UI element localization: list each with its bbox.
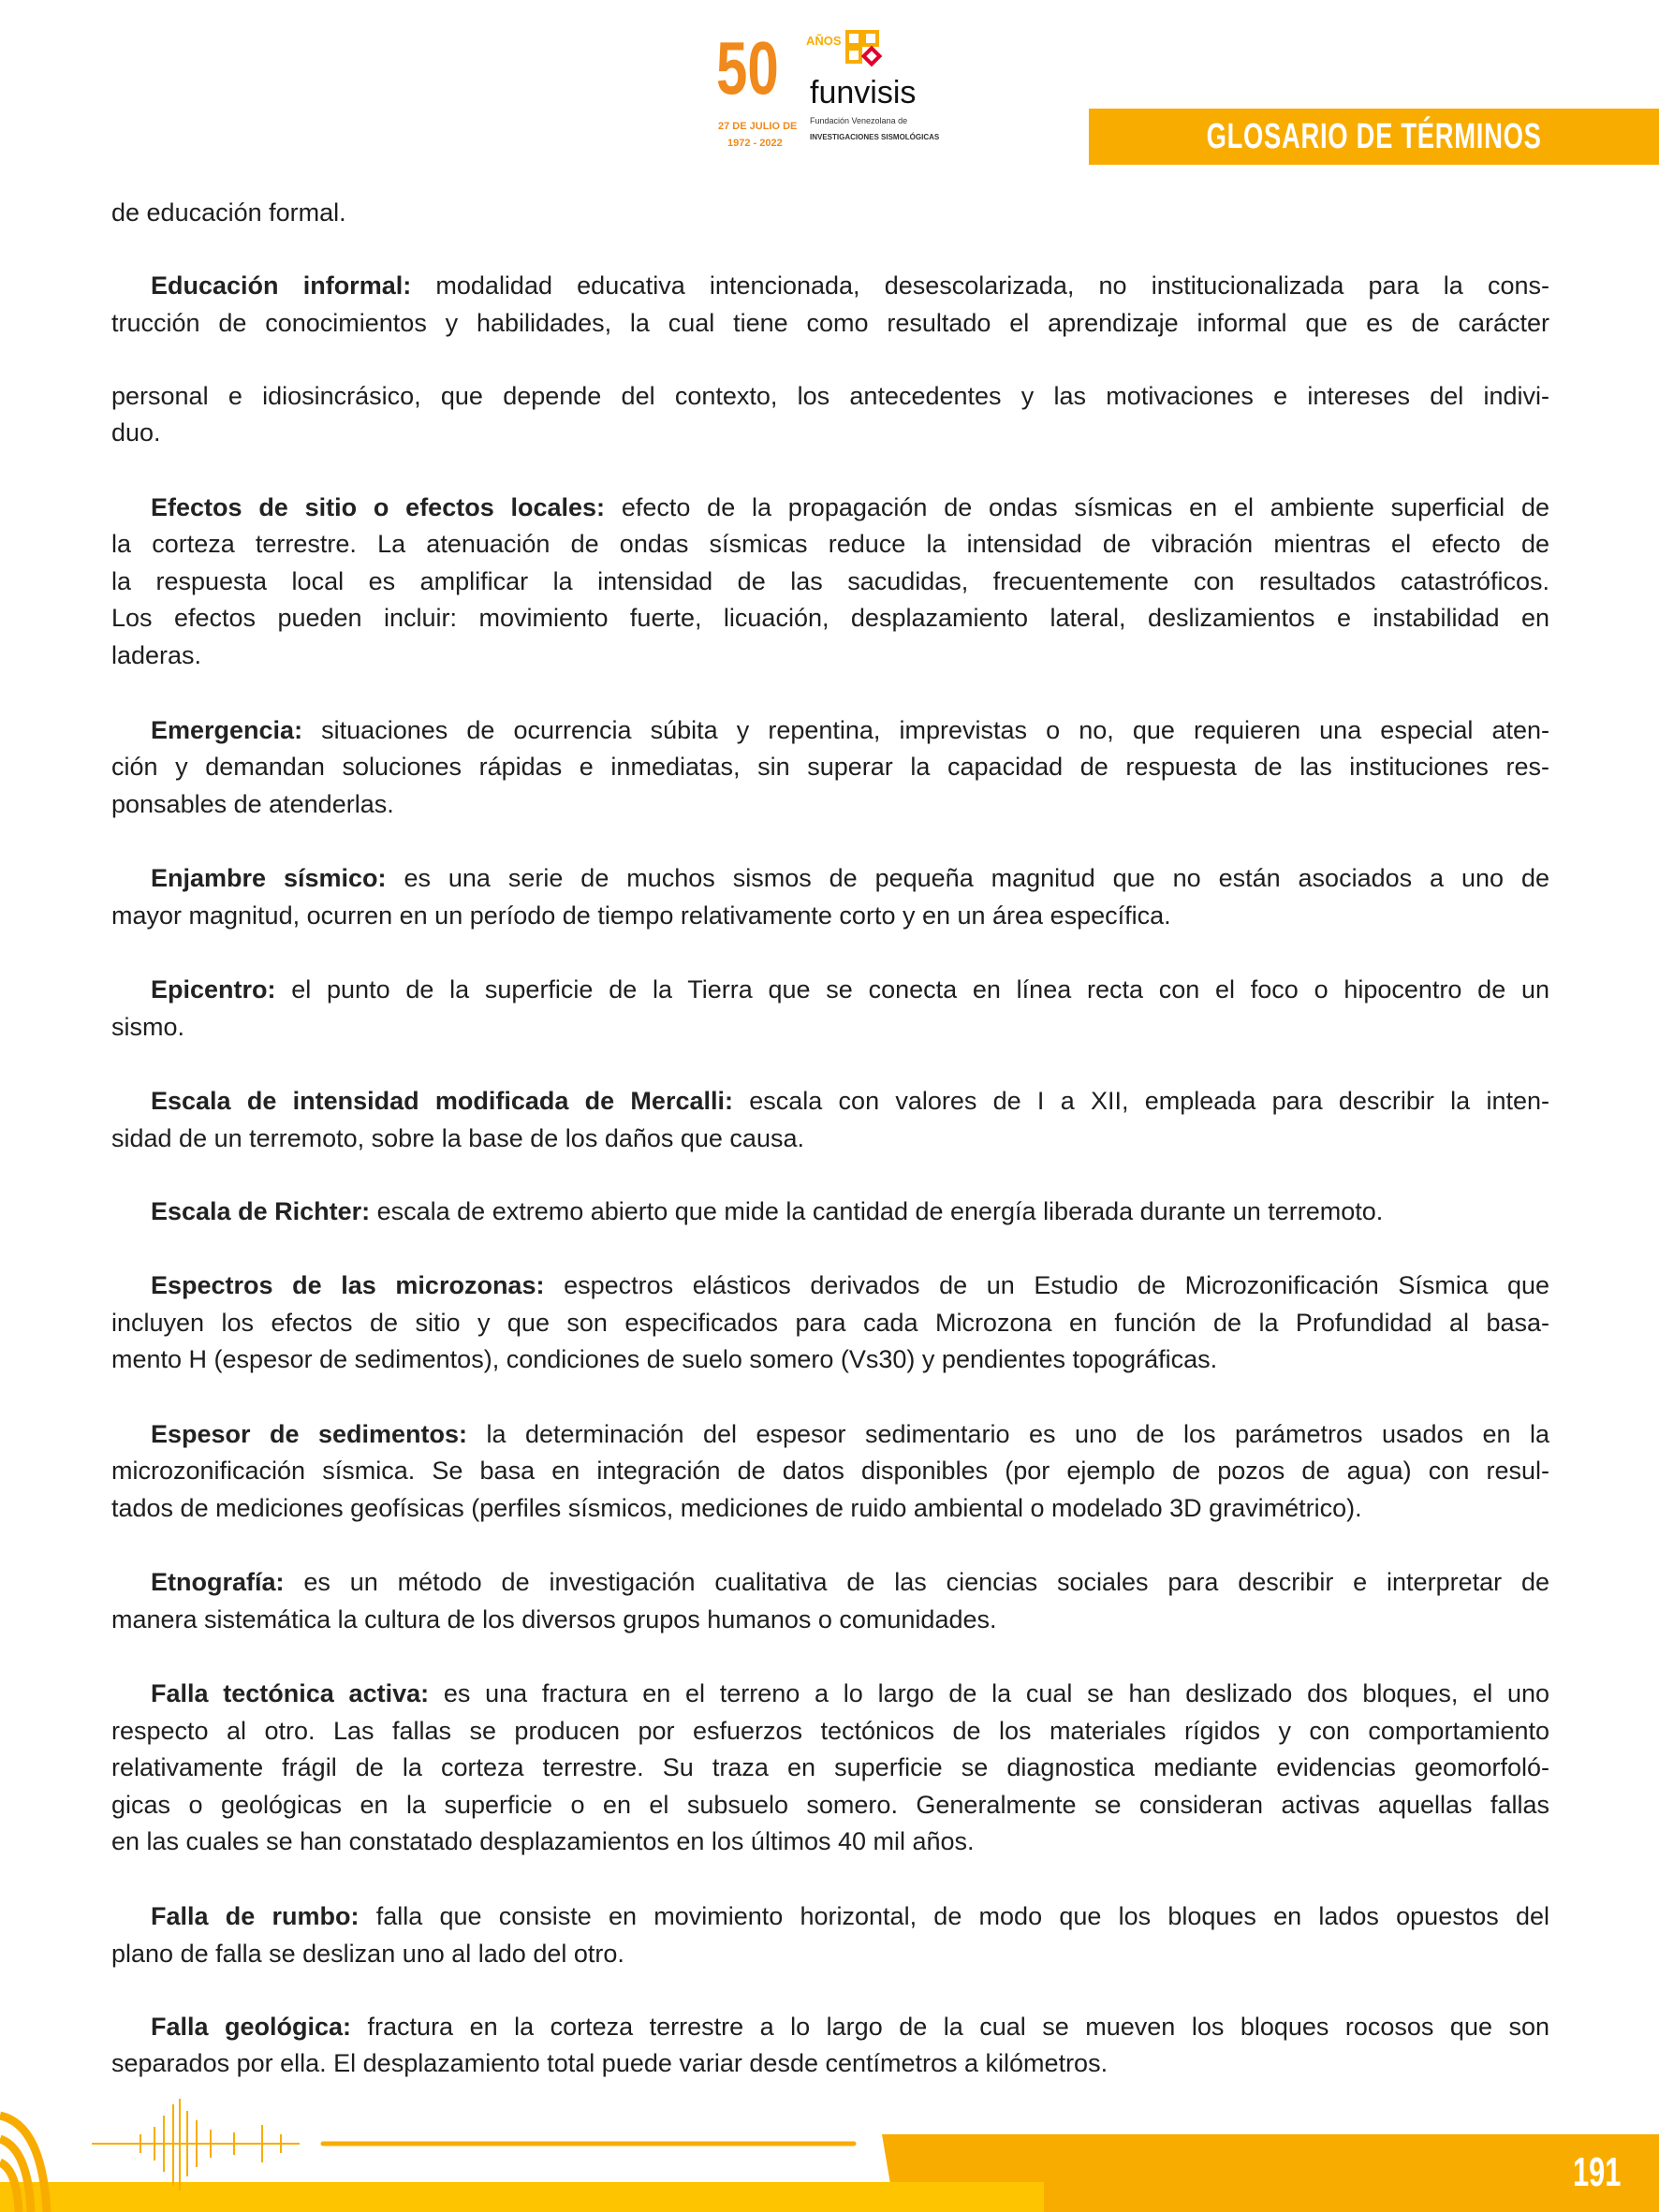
definition-text: la determinación del espesor sedimentario es uno de los parámetros usados en la xyxy=(467,1419,1549,1448)
glossary-entry xyxy=(111,490,1549,675)
footer-decoration xyxy=(0,2097,1659,2212)
text-line xyxy=(111,1453,1549,1490)
text-line xyxy=(111,490,1549,527)
definition-text: en las cuales se han constatado desplazamientos en los últimos 40 mil años. xyxy=(111,1827,975,1856)
glossary-entry xyxy=(111,972,1549,1046)
svg-text:AÑOS: AÑOS xyxy=(806,34,842,48)
glossary-entry xyxy=(111,860,1549,934)
definition-text: es un método de investigación cualitativa de las ciencias sociales para describir e interpretar de xyxy=(284,1568,1549,1597)
text-line xyxy=(111,195,1549,232)
glossary-entry xyxy=(111,1194,1549,1231)
glossary-entry xyxy=(111,1416,1549,1528)
text-line xyxy=(111,1416,1549,1454)
glossary-term: Emergencia: xyxy=(151,715,303,744)
glossary-term: Etnografía: xyxy=(151,1568,285,1597)
text-line xyxy=(111,637,1549,675)
page-number: 191 xyxy=(1573,2149,1622,2195)
text-line xyxy=(111,415,1549,452)
definition-text: laderas. xyxy=(111,640,202,669)
footer-yellow-band xyxy=(0,2182,1044,2212)
definition-text: Los efectos pueden incluir: movimiento fuerte, licuación, desplazamiento lateral, deslizamientos e instabilidad en xyxy=(111,604,1549,633)
definition-text: modalidad educativa intencionada, desescolarizada, no institucionalizada para la cons- xyxy=(411,271,1549,300)
definition-text: respecto al otro. Las fallas se producen por esfuerzos tectónicos de los materiales rígidos y con comportamiento xyxy=(111,1716,1549,1745)
text-line xyxy=(111,898,1549,935)
text-line xyxy=(111,600,1549,637)
text-line xyxy=(111,860,1549,898)
definition-text: tados de mediciones geofísicas (perfiles sísmicos, mediciones de ruido ambiental o modelado 3D gravimétrico). xyxy=(111,1493,1362,1522)
text-line xyxy=(111,526,1549,564)
svg-text:50: 50 xyxy=(716,28,779,110)
text-line xyxy=(111,1898,1549,1936)
definition-text: sidad de un terremoto, sobre la base de los daños que causa. xyxy=(111,1123,804,1152)
definition-text: la respuesta local es amplificar la intensidad de las sacudidas, frecuentemente con resultados catastróficos. xyxy=(111,566,1549,595)
text-line xyxy=(111,1490,1549,1528)
svg-text:funvisis: funvisis xyxy=(810,75,917,110)
text-line xyxy=(111,564,1549,601)
definition-text: efecto de la propagación de ondas sísmicas en el ambiente superficial de xyxy=(605,492,1550,521)
definition-text: mayor magnitud, ocurren en un período de tiempo relativamente corto y en un área específica. xyxy=(111,901,1171,930)
glossary-entry xyxy=(111,712,1549,824)
text-line xyxy=(111,1936,1549,1973)
glossary-entry xyxy=(111,1564,1549,1638)
definition-text: ponsables de atenderlas. xyxy=(111,789,394,818)
definition-text: microzonificación sísmica. Se basa en integración de datos disponibles (por ejemplo de pozos de agua) con resul- xyxy=(111,1457,1549,1486)
glossary-term: Falla tectónica activa: xyxy=(151,1679,430,1708)
definition-text: gicas o geológicas en la superficie o en el subsuelo somero. Generalmente se consideran activas aquellas fallas xyxy=(111,1790,1549,1819)
text-line xyxy=(111,1602,1549,1639)
text-line xyxy=(111,1009,1549,1047)
glossary-entry xyxy=(111,1267,1549,1379)
glossary-term: Escala de intensidad modificada de Mercalli: xyxy=(151,1087,733,1116)
definition-text: escala de extremo abierto que mide la cantidad de energía liberada durante un terremoto. xyxy=(370,1196,1384,1225)
glossary-entry xyxy=(111,1676,1549,1861)
text-line xyxy=(111,1083,1549,1121)
text-line xyxy=(111,786,1549,824)
svg-text:Fundación Venezolana de: Fundación Venezolana de xyxy=(810,116,908,125)
glossary-term: Educación informal: xyxy=(151,271,412,300)
glossary-term: Enjambre sísmico: xyxy=(151,864,387,893)
definition-text: manera sistemática la cultura de los diversos grupos humanos o comunidades. xyxy=(111,1604,997,1633)
definition-text: es una serie de muchos sismos de pequeña magnitud que no están asociados a uno de xyxy=(386,864,1549,893)
definition-text: situaciones de ocurrencia súbita y repentina, imprevistas o no, que requieren una especial aten- xyxy=(302,715,1549,744)
definition-text: de educación formal. xyxy=(111,198,346,227)
text-line xyxy=(111,712,1549,750)
section-title: GLOSARIO DE TÉRMINOS xyxy=(1206,116,1542,156)
definition-text: mento H (espesor de sedimentos), condiciones de suelo somero (Vs30) y pendientes topográficas. xyxy=(111,1345,1218,1374)
text-line xyxy=(111,1713,1549,1751)
svg-text:27 DE JULIO DE: 27 DE JULIO DE xyxy=(718,121,798,132)
definition-text: sismo. xyxy=(111,1012,185,1041)
definition-text: duo. xyxy=(111,418,161,447)
text-line xyxy=(111,749,1549,786)
glossary-term: Epicentro: xyxy=(151,975,276,1004)
definition-text: relativamente frágil de la corteza terrestre. Su traza en superficie se diagnostica mediante evidencias geomorfoló- xyxy=(111,1753,1549,1782)
definition-text: fractura en la corteza terrestre a lo largo de la cual se mueven los bloques rocosos que son xyxy=(351,2012,1550,2041)
glossary-entry xyxy=(111,195,1549,232)
svg-text:INVESTIGACIONES SISMOLÓGICAS: INVESTIGACIONES SISMOLÓGICAS xyxy=(810,133,940,141)
glossary-term: Escala de Richter: xyxy=(151,1196,371,1225)
glossary-term: Falla geológica: xyxy=(151,2012,352,2041)
text-line xyxy=(111,1750,1549,1787)
definition-text: espectros elásticos derivados de un Estudio de Microzonificación Sísmica que xyxy=(544,1271,1550,1300)
glossary-term: Espectros de las microzonas: xyxy=(151,1271,545,1300)
funvisis-50-anos-logo xyxy=(716,28,950,178)
definition-text: escala con valores de I a XII, empleada para describir la inten- xyxy=(732,1087,1550,1116)
text-line xyxy=(111,1824,1549,1861)
glossary-term: Falla de rumbo: xyxy=(151,1902,360,1931)
glossary-entry xyxy=(111,2009,1549,2083)
glossary-term: Espesor de sedimentos: xyxy=(151,1419,468,1448)
glossary-entry xyxy=(111,1083,1549,1157)
glossary-entry xyxy=(111,378,1549,452)
text-line xyxy=(111,305,1549,343)
text-line xyxy=(111,1194,1549,1231)
text-line xyxy=(111,1341,1549,1379)
text-line xyxy=(111,1267,1549,1305)
text-line xyxy=(111,2009,1549,2046)
definition-text: es una fractura en el terreno a lo largo de la cual se han deslizado dos bloques, el uno xyxy=(429,1679,1549,1708)
definition-text: plano de falla se deslizan uno al lado del otro. xyxy=(111,1939,624,1968)
text-line xyxy=(111,972,1549,1009)
definition-text: incluyen los efectos de sitio y que son especificados para cada Microzona en función de la Profundidad al basa- xyxy=(111,1308,1549,1337)
definition-text: el punto de la superficie de la Tierra que se conecta en línea recta con el foco o hipocentro de un xyxy=(275,975,1549,1004)
section-title-banner xyxy=(1089,109,1659,165)
text-line xyxy=(111,1787,1549,1824)
svg-text:1972 - 2022: 1972 - 2022 xyxy=(727,138,783,149)
definition-text: ción y demandan soluciones rápidas e inmediatas, sin superar la capacidad de respuesta de las instituciones res- xyxy=(111,753,1549,782)
text-line xyxy=(111,268,1549,305)
text-line xyxy=(111,1564,1549,1602)
seismic-wave-icon xyxy=(92,2099,300,2190)
definition-text: trucción de conocimientos y habilidades, la cual tiene como resultado el aprendizaje informal que es de carácter xyxy=(111,308,1549,337)
definition-text: personal e idiosincrásico, que depende del contexto, los antecedentes y las motivaciones e intereses del indivi- xyxy=(111,381,1549,410)
definition-text: la corteza terrestre. La atenuación de ondas sísmicas reduce la intensidad de vibración mientras el efecto de xyxy=(111,530,1549,559)
text-line xyxy=(111,1121,1549,1158)
glossary-term: Efectos de sitio o efectos locales: xyxy=(151,492,606,521)
definition-text: falla que consiste en movimiento horizontal, de modo que los bloques en lados opuestos del xyxy=(359,1902,1549,1931)
text-line xyxy=(111,1676,1549,1713)
glossary-entry xyxy=(111,268,1549,342)
glossary-entry xyxy=(111,1898,1549,1972)
text-line xyxy=(111,1305,1549,1342)
text-line xyxy=(111,2045,1549,2083)
text-line xyxy=(111,378,1549,416)
definition-text: separados por ella. El desplazamiento total puede variar desde centímetros a kilómetros. xyxy=(111,2049,1108,2078)
